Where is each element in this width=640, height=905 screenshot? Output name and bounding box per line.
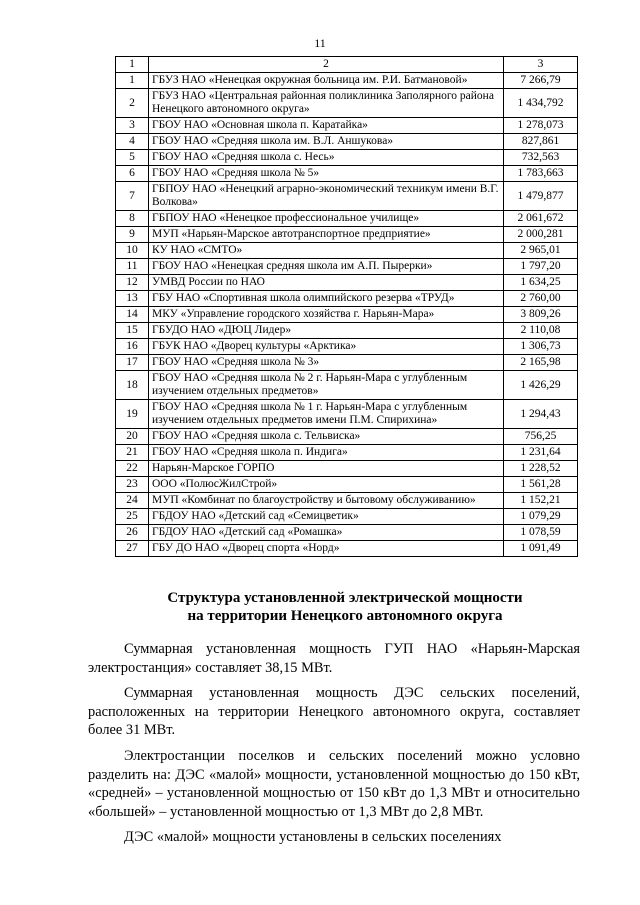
organization-name: МУП «Комбинат по благоустройству и бытовому обслуживанию» [149, 493, 504, 509]
section-title [110, 589, 580, 625]
organization-name: Нарьян-Марское ГОРПО [149, 461, 504, 477]
row-number: 23 [116, 477, 149, 493]
power-value: 2 760,00 [504, 291, 578, 307]
table-row [116, 429, 578, 445]
table-row [116, 134, 578, 150]
row-number: 21 [116, 445, 149, 461]
power-value: 2 965,01 [504, 243, 578, 259]
power-value: 1 078,59 [504, 525, 578, 541]
table-row [116, 307, 578, 323]
organization-name: ГБОУ НАО «Средняя школа им. В.Л. Аншукова» [149, 134, 504, 150]
power-value: 827,861 [504, 134, 578, 150]
page-number: 11 [314, 36, 326, 50]
power-value: 1 426,29 [504, 371, 578, 400]
row-number: 20 [116, 429, 149, 445]
power-consumers-table [115, 56, 578, 557]
table-row [116, 227, 578, 243]
header-cell-3: 3 [504, 57, 578, 73]
row-number: 17 [116, 355, 149, 371]
table-row [116, 477, 578, 493]
organization-name: ГБОУ НАО «Средняя школа № 3» [149, 355, 504, 371]
power-value: 1 091,49 [504, 541, 578, 557]
row-number: 11 [116, 259, 149, 275]
table-body [116, 57, 578, 557]
organization-name: МКУ «Управление городского хозяйства г. Нарьян-Мара» [149, 307, 504, 323]
organization-name: ГБУДО НАО «ДЮЦ Лидер» [149, 323, 504, 339]
table-row [116, 355, 578, 371]
table-row [116, 259, 578, 275]
row-number: 15 [116, 323, 149, 339]
table-row [116, 493, 578, 509]
power-value: 1 634,25 [504, 275, 578, 291]
organization-name: ГБПОУ НАО «Ненецкое профессиональное училище» [149, 211, 504, 227]
organization-name: ГБОУ НАО «Средняя школа № 5» [149, 166, 504, 182]
table-row [116, 211, 578, 227]
row-number: 16 [116, 339, 149, 355]
row-number: 3 [116, 118, 149, 134]
organization-name: ГБУК НАО «Дворец культуры «Арктика» [149, 339, 504, 355]
table-row [116, 118, 578, 134]
table-row [116, 400, 578, 429]
table-row [116, 89, 578, 118]
row-number: 19 [116, 400, 149, 429]
row-number: 13 [116, 291, 149, 307]
organization-name: КУ НАО «СМТО» [149, 243, 504, 259]
power-value: 1 306,73 [504, 339, 578, 355]
row-number: 9 [116, 227, 149, 243]
table-row [116, 541, 578, 557]
power-value: 756,25 [504, 429, 578, 445]
header-cell-1: 1 [116, 57, 149, 73]
power-value: 1 278,073 [504, 118, 578, 134]
organization-name: МУП «Нарьян-Марское автотранспортное предприятие» [149, 227, 504, 243]
organization-name: ГБДОУ НАО «Детский сад «Семицветик» [149, 509, 504, 525]
power-value: 1 561,28 [504, 477, 578, 493]
row-number: 27 [116, 541, 149, 557]
paragraph-4: ДЭС «малой» мощности установлены в сельских поселениях [124, 829, 502, 846]
power-value: 1 434,792 [504, 89, 578, 118]
power-value: 2 165,98 [504, 355, 578, 371]
power-value: 1 152,21 [504, 493, 578, 509]
row-number: 14 [116, 307, 149, 323]
organization-name: ГБУ ДО НАО «Дворец спорта «Норд» [149, 541, 504, 557]
table-row [116, 291, 578, 307]
organization-name: ГБОУ НАО «Средняя школа № 2 г. Нарьян-Мара с углубленным изучением отдельных предметов» [149, 371, 504, 400]
table-row [116, 339, 578, 355]
row-number: 2 [116, 89, 149, 118]
row-number: 10 [116, 243, 149, 259]
row-number: 18 [116, 371, 149, 400]
organization-name: ГБОУ НАО «Средняя школа с. Несь» [149, 150, 504, 166]
organization-name: ООО «ПолюсЖилСтрой» [149, 477, 504, 493]
organization-name: ГБОУ НАО «Средняя школа № 1 г. Нарьян-Мара с углубленным изучением отдельных предметов имени П.М. Спирихина» [149, 400, 504, 429]
power-value: 732,563 [504, 150, 578, 166]
table-header-row [116, 57, 578, 73]
paragraph-3: Электростанции поселков и сельских поселений можно условно разделить на: ДЭС «малой» мощности, установленной мощностью до 150 кВт, «средней» – установленной мощностью от 150 кВт до 1,3 МВт и относительно «большей» – установленной мощностью от 1,3 МВт до 2,8 МВт. [88, 747, 580, 820]
row-number: 7 [116, 182, 149, 211]
power-value: 7 266,79 [504, 73, 578, 89]
power-value: 1 231,64 [504, 445, 578, 461]
organization-name: УМВД России по НАО [149, 275, 504, 291]
table-row [116, 243, 578, 259]
power-value: 2 110,08 [504, 323, 578, 339]
organization-name: ГБПОУ НАО «Ненецкий аграрно-экономический техникум имени В.Г. Волкова» [149, 182, 504, 211]
section-title-line-2: на территории Ненецкого автономного округа [187, 608, 503, 624]
section-title-line-1: Структура установленной электрической мощности [167, 590, 523, 606]
organization-name: ГБОУ НАО «Ненецкая средняя школа им А.П. Пырерки» [149, 259, 504, 275]
power-value: 1 479,877 [504, 182, 578, 211]
organization-name: ГБОУ НАО «Средняя школа с. Тельвиска» [149, 429, 504, 445]
power-value: 2 000,281 [504, 227, 578, 243]
paragraph-1: Суммарная установленная мощность ГУП НАО «Нарьян-Марская электростанция» составляет 38,15 МВт. [88, 641, 580, 676]
power-value: 1 783,663 [504, 166, 578, 182]
power-value: 1 294,43 [504, 400, 578, 429]
row-number: 8 [116, 211, 149, 227]
organization-name: ГБОУ НАО «Средняя школа п. Индига» [149, 445, 504, 461]
table-row [116, 182, 578, 211]
row-number: 22 [116, 461, 149, 477]
table-row [116, 150, 578, 166]
table-row [116, 525, 578, 541]
table-row [116, 509, 578, 525]
table-row [116, 73, 578, 89]
row-number: 6 [116, 166, 149, 182]
power-value: 1 228,52 [504, 461, 578, 477]
power-value: 2 061,672 [504, 211, 578, 227]
row-number: 12 [116, 275, 149, 291]
table-row [116, 461, 578, 477]
table-row [116, 323, 578, 339]
row-number: 26 [116, 525, 149, 541]
row-number: 25 [116, 509, 149, 525]
organization-name: ГБУЗ НАО «Ненецкая окружная больница им. Р.И. Батмановой» [149, 73, 504, 89]
row-number: 4 [116, 134, 149, 150]
power-value: 1 079,29 [504, 509, 578, 525]
row-number: 5 [116, 150, 149, 166]
table-row [116, 445, 578, 461]
body-text [88, 640, 580, 854]
organization-name: ГБОУ НАО «Основная школа п. Каратайка» [149, 118, 504, 134]
row-number: 24 [116, 493, 149, 509]
power-value: 1 797,20 [504, 259, 578, 275]
paragraph-2: Суммарная установленная мощность ДЭС сельских поселений, расположенных на территории Ненецкого автономного округа, составляет более 31 МВт. [88, 685, 580, 739]
organization-name: ГБДОУ НАО «Детский сад «Ромашка» [149, 525, 504, 541]
header-cell-2: 2 [149, 57, 504, 73]
organization-name: ГБУ НАО «Спортивная школа олимпийского резерва «ТРУД» [149, 291, 504, 307]
table-row [116, 275, 578, 291]
row-number: 1 [116, 73, 149, 89]
organization-name: ГБУЗ НАО «Центральная районная поликлиника Заполярного района Ненецкого автономного округа» [149, 89, 504, 118]
table-row [116, 166, 578, 182]
power-value: 3 809,26 [504, 307, 578, 323]
table-row [116, 371, 578, 400]
